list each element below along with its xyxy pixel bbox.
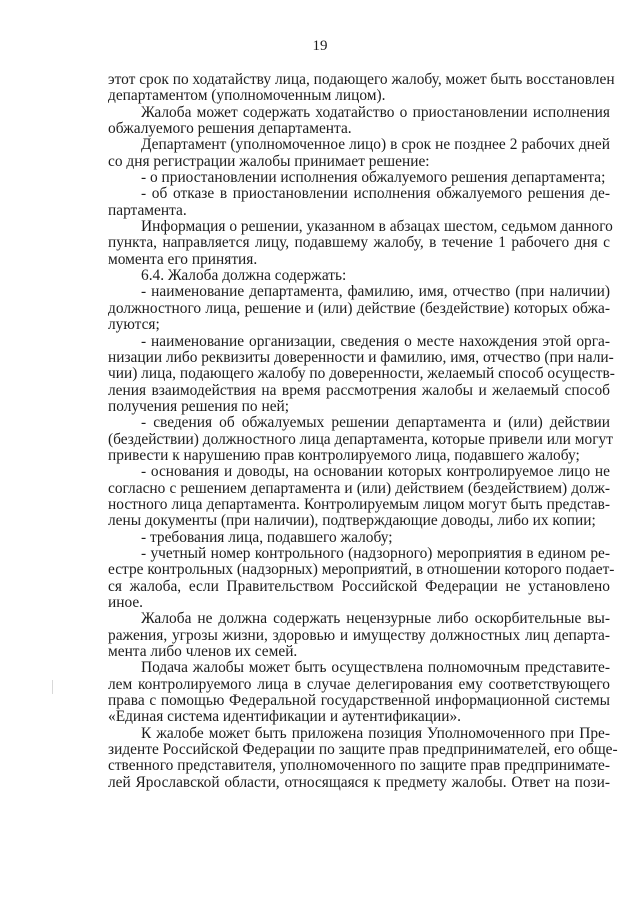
text-line: чии) лица, подающего жалобу по доверенности, желаемый способ осуществ- [108,365,615,383]
text-line: К жалобе может быть приложена позиция Уполномоченного при Пре- [141,724,610,742]
text-line: пункта, направляется лицу, подавшему жалобу, в течение 1 рабочего дня с [108,234,610,252]
text-line: Департамент (уполномоченное лицо) в срок не позднее 2 рабочих дней [141,136,610,154]
text-line: ления взаимодействия на время рассмотрения жалобы и желаемый способ [108,381,610,399]
text-line: согласно с решением департамента и (или) действием (бездействием) долж- [108,479,610,497]
text-line: партамента. [108,201,187,219]
text-line: - наименование организации, сведения о месте нахождения этой орга- [141,332,610,350]
text-line: момента его принятия. [108,250,258,268]
text-line: естре контрольных (надзорных) мероприятий, в отношении которого подает- [108,561,615,579]
document-body [108,71,618,791]
text-line: Жалоба может содержать ходатайство о приостановлении исполнения [141,103,610,121]
text-line: департаментом (уполномоченным лицом). [108,87,386,105]
text-line: Жалоба не должна содержать нецензурные либо оскорбительные вы- [141,610,610,628]
text-line: со дня регистрации жалобы принимает решение: [108,152,430,170]
text-line: ся жалоба, если Правительством Российской Федерации не установлено [108,577,610,595]
text-line: привести к нарушению прав контролируемого лица, подавшего жалобу; [108,446,580,464]
text-line: ственного представителя, уполномоченного по защите прав предпринимате- [108,757,610,775]
text-line: лены документы (при наличии), подтверждающие доводы, либо их копии; [108,512,596,530]
text-line: этот срок по ходатайству лица, подающего жалобу, может быть восстановлен [108,71,615,88]
text-line: - основания и доводы, на основании которых контролируемое лицо не [141,463,610,481]
text-line: (бездействии) должностного лица департамента, которые привели или могут [108,430,613,448]
text-line: мента либо членов их семей. [108,643,298,661]
text-line: ражения, угрозы жизни, здоровью и имуществу должностных лиц департа- [108,626,610,644]
text-line: Информация о решении, указанном в абзацах шестом, седьмом данного [141,218,613,236]
margin-mark [52,680,53,694]
text-line: - о приостановлении исполнения обжалуемого решения департамента; [141,169,606,187]
text-line: зиденте Российской Федерации по защите прав предпринимателей, его обще- [108,741,618,759]
text-line: - об отказе в приостановлении исполнения обжалуемого решения де- [141,185,610,203]
text-line: иное. [108,594,144,611]
text-line: 6.4. Жалоба должна содержать: [141,267,347,285]
text-line: - требования лица, подавшего жалобу; [141,528,393,546]
text-line: ностного лица департамента. Контролируемым лицом могут быть представ- [108,495,610,513]
text-line: обжалуемого решения департамента. [108,120,352,138]
text-line: лей Ярославской области, относящаяся к предмету жалобы. Ответ на пози- [108,773,610,791]
text-line: получения решения по ней; [108,397,290,415]
text-line: «Единая система идентификации и аутентификации». [108,708,461,726]
text-line: - сведения об обжалуемых решении департамента и (или) действии [141,414,610,432]
text-line: - учетный номер контрольного (надзорного) мероприятия в едином ре- [141,544,610,562]
text-line: низации либо реквизиты доверенности и фамилию, имя, отчество (при нали- [108,348,614,366]
text-line: Подача жалобы может быть осуществлена полномочным представите- [141,659,610,677]
page-number: 19 [312,38,328,54]
text-line: - наименование департамента, фамилию, имя, отчество (при наличии) [141,283,610,301]
text-line: лем контролируемого лица в случае делегирования ему соответствующего [108,675,610,693]
text-line: права с помощью Федеральной государственной информационной системы [108,692,610,710]
text-line: должностного лица, решение и (или) действие (бездействие) которых обжа- [108,299,610,317]
text-line: луются; [108,316,160,334]
